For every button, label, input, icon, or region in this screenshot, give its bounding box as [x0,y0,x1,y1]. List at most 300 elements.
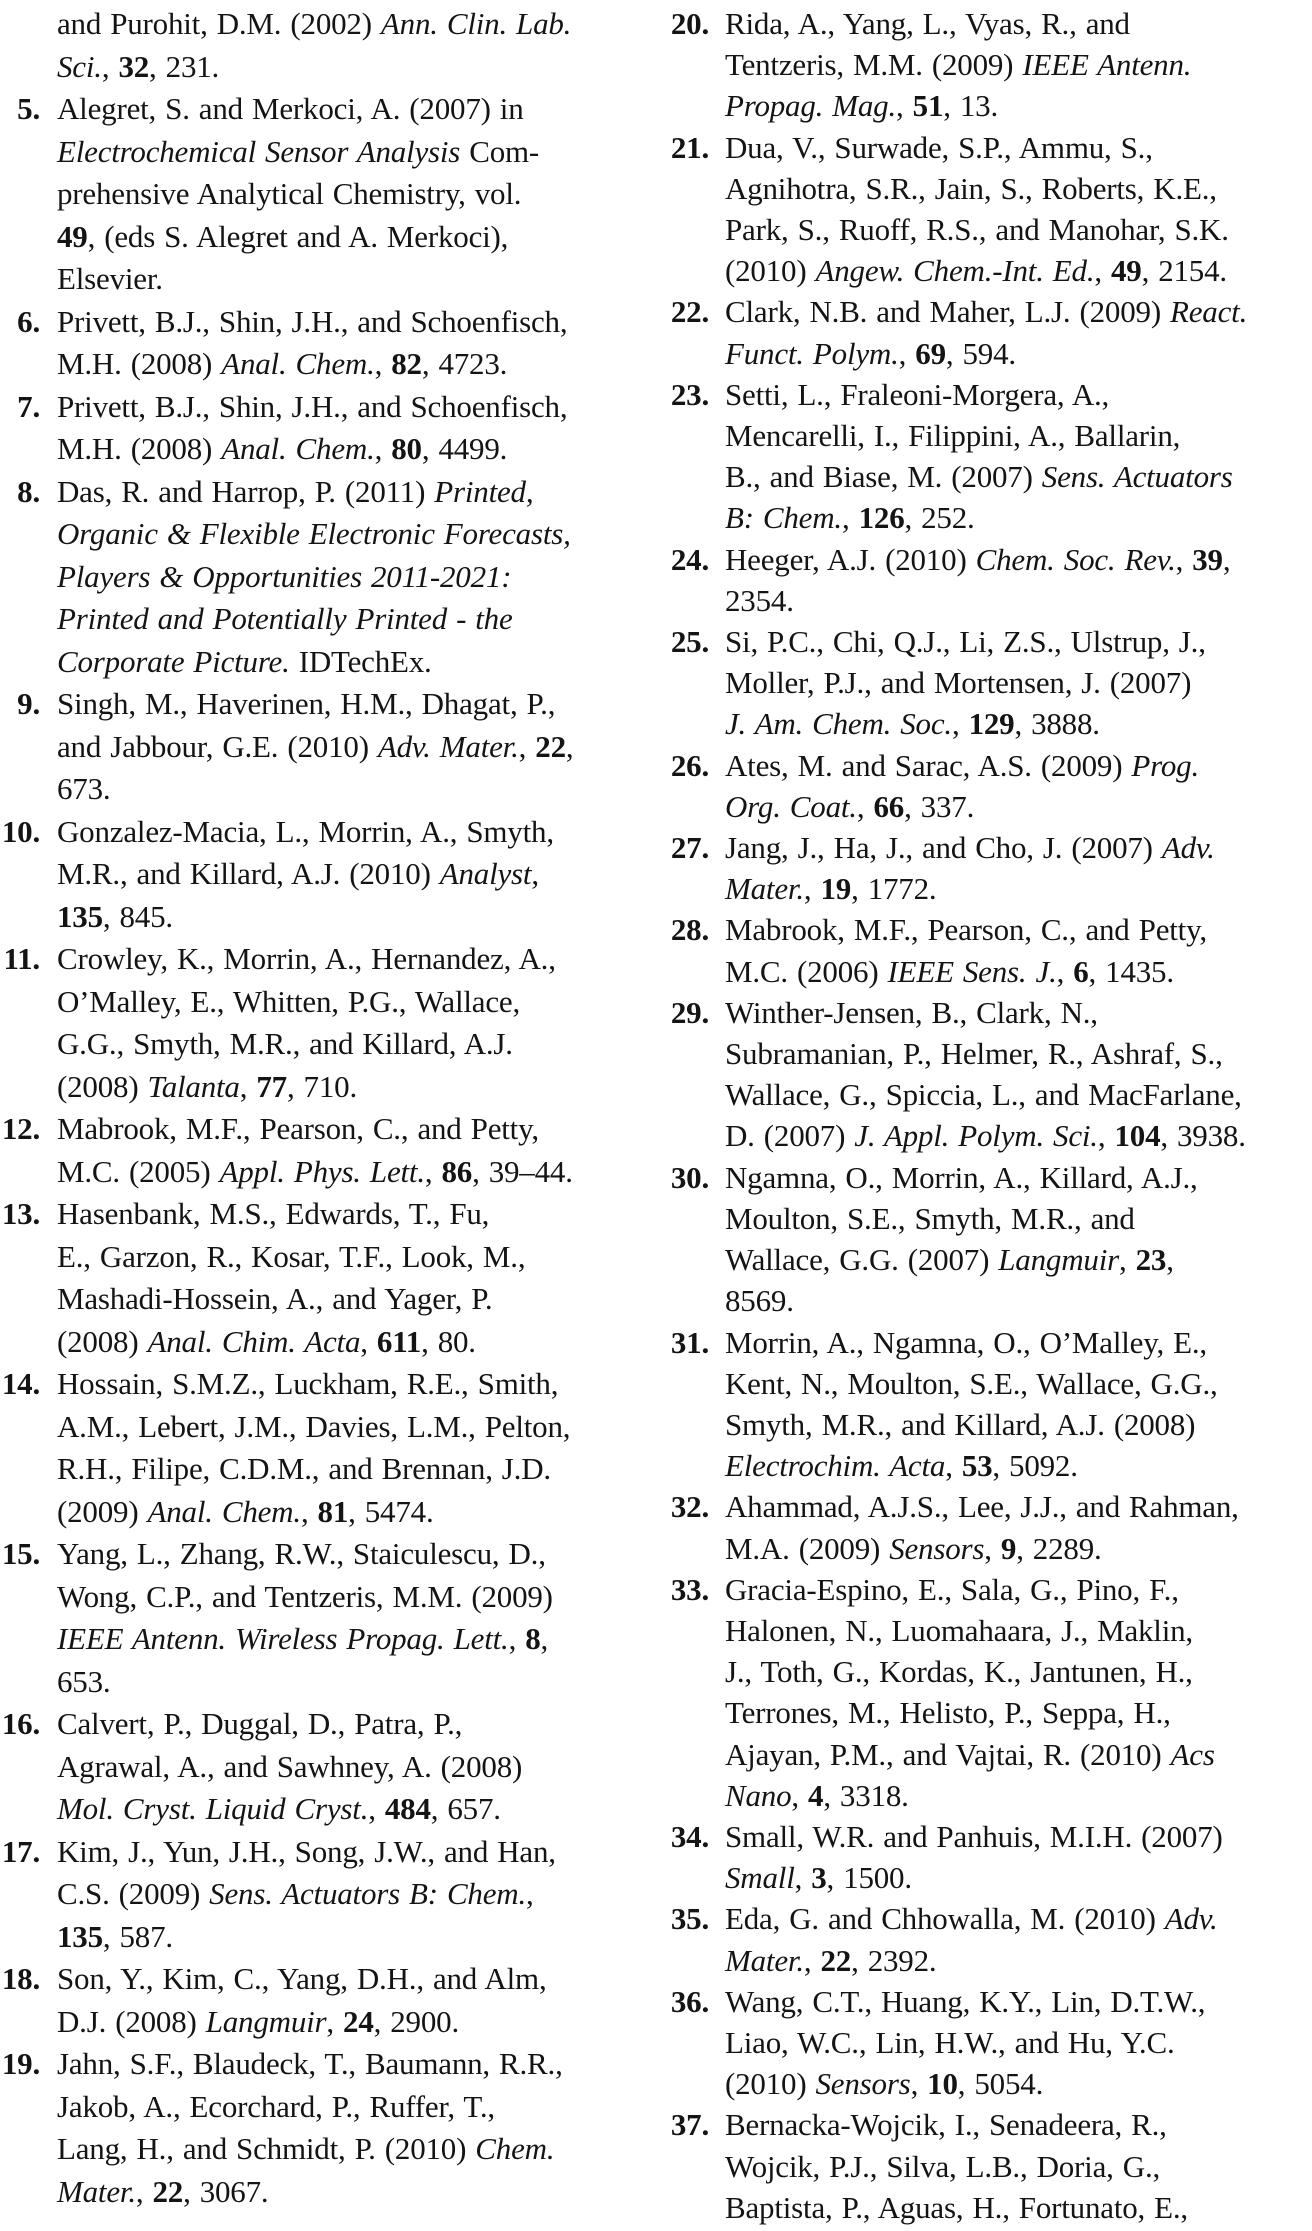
reference-text-segment: Talanta [147,1068,240,1104]
reference-text-segment: 80 [391,431,422,466]
reference-body [709,909,1312,991]
reference-body [709,3,1312,127]
reference-text-segment: Morrin, A., Ngamna, O., O’Malley, E., [725,1324,1207,1360]
reference-text-segment: , [508,1621,526,1656]
reference-line [57,938,642,981]
reference-text-segment: Mencarelli, I., Filippini, A., Ballarin, [725,418,1181,454]
reference-text-segment: 66 [873,788,905,824]
reference-line [57,1661,642,1704]
reference-text-segment: Prog. [1131,747,1200,783]
reference-line [57,1831,642,1874]
reference-text-segment: Ajayan, P.M., and Vajtai, R. (2010) [725,1736,1171,1772]
reference-line [725,44,1312,85]
reference-line [725,291,1312,332]
reference-item [663,539,1312,621]
reference-text-segment: Tentzeris, M.M. (2009) [725,47,1023,83]
reference-number: 24. [670,541,709,577]
reference-item [0,386,642,471]
reference-line [57,683,642,726]
reference-text-segment: 4 [808,1777,824,1813]
reference-text-segment: 135 [57,1918,103,1954]
reference-text-segment: M.R., and Killard, A.J. (2010) [57,856,440,891]
reference-line [57,1448,642,1491]
reference-text-segment: Angew. Chem.-Int. Ed. [815,253,1095,289]
reference-line [725,1981,1312,2022]
reference-text-segment: , [951,706,969,742]
reference-line [57,1193,642,1236]
reference-text-segment: Winther-Jensen, B., Clark, N., [725,994,1098,1030]
reference-text-segment: , 2289. [1016,1530,1102,1566]
reference-line [57,2171,642,2214]
reference-text-segment: , 1500. [826,1860,912,1896]
reference-text-segment: , 3318. [823,1777,909,1813]
reference-text-segment: Yang, L., Zhang, R.W., Staiculescu, D., [57,1536,546,1571]
reference-text-segment: Anal. Chem. [147,1493,301,1529]
reference-line [57,1576,642,1619]
reference-line [57,556,642,599]
reference-item [663,827,1312,909]
reference-text-segment: , [518,728,536,764]
reference-line [725,374,1312,415]
reference-line [725,1363,1312,1404]
reference-line [57,1618,642,1661]
reference-text-segment: , 337. [904,788,975,824]
reference-text-segment: , [1222,541,1231,577]
reference-text-segment: 82 [391,346,422,381]
reference-text-segment: D. (2007) [725,1118,855,1154]
reference-number: 26. [670,747,709,783]
reference-text-segment: Elsevier. [57,261,163,296]
reference-item [0,2043,642,2213]
reference-text-segment: M.C. (2005) [57,1153,220,1189]
reference-line [725,168,1312,209]
reference-text-segment: 39 [1192,541,1223,577]
reference-text-segment: Wong, C.P., and Tentzeris, M.M. (2009) [57,1578,553,1614]
reference-line [57,1703,642,1746]
reference-text-segment: , [1094,253,1111,289]
reference-number: 32. [670,1489,709,1525]
reference-line [725,992,1312,1033]
reference-text-segment: (2008) [57,1068,148,1104]
reference-text-segment: 49 [57,218,88,254]
reference-text-segment: 104 [1114,1118,1161,1154]
reference-text-segment: Jang, J., Ha, J., and Cho, J. (2007) [725,830,1162,866]
reference-line [57,1108,642,1151]
reference-body [40,811,642,939]
reference-item [0,1703,642,1831]
reference-text-segment: 81 [317,1493,349,1529]
reference-text-segment: 3 [811,1860,827,1896]
reference-line [725,3,1312,44]
reference-line [725,2146,1312,2187]
reference-line [57,2128,642,2171]
reference-item [0,471,642,684]
reference-line [725,703,1312,744]
reference-text-segment: M.H. (2008) [57,431,222,466]
reference-number: 10. [1,813,40,849]
reference-text-segment: , [374,431,392,466]
reference-number: 14. [1,1366,40,1401]
reference-text-segment: , 39–44. [472,1153,573,1189]
reference-body [709,127,1312,292]
reference-text-segment: Setti, L., Fraleoni-Morgera, A., [725,376,1110,412]
reference-line [57,131,642,174]
reference-number: 18. [1,1961,40,1996]
reference-number [0,3,40,88]
reference-text-segment: 10 [927,2066,958,2102]
reference-text-segment: , [794,1860,812,1896]
reference-text-segment: 6 [1073,953,1089,989]
reference-line [725,1322,1312,1363]
reference-line [725,1157,1312,1198]
reference-line [57,88,642,131]
reference-item [0,1831,642,1959]
reference-text-segment: and Jabbour, G.E. (2010) [57,728,378,764]
reference-line [725,1404,1312,1445]
reference-line [57,1151,642,1194]
reference-text-segment: Terrones, M., Helisto, P., Seppa, H., [725,1695,1171,1731]
reference-item [663,2104,1312,2228]
reference-item [0,1363,642,1533]
reference-text-segment: Ann. Clin. Lab. [380,6,572,41]
reference-text-segment: , [360,1323,377,1359]
reference-line [57,1066,642,1109]
reference-text-segment: IEEE Antenn. [1022,47,1192,83]
reference-item [663,1486,1312,1568]
reference-body [40,683,642,811]
reference-text-segment: , [1118,1242,1136,1278]
reference-text-segment: , [540,1621,549,1656]
reference-line [57,1406,642,1449]
reference-text-segment: Agrawal, A., and Sawhney, A. (2008) [57,1748,523,1784]
reference-text-segment: 32 [118,48,150,84]
reference-number: 11. [3,941,40,976]
reference-number: 9. [17,686,40,721]
references-column-left [0,3,642,2228]
reference-item [663,1816,1312,1898]
reference-text-segment: Mater. [57,2173,136,2209]
reference-text-segment: 673. [57,771,111,806]
reference-text-segment: Small, W.R. and Panhuis, M.I.H. (2007) [725,1818,1223,1854]
reference-text-segment: Calvert, P., Duggal, D., Patra, P., [57,1706,463,1741]
reference-text-segment: Mater. [725,871,804,907]
reference-number: 23. [670,376,709,412]
reference-text-segment: , 3938. [1160,1118,1246,1154]
reference-text-segment: Jahn, S.F., Blaudeck, T., Baumann, R.R., [57,2046,563,2081]
reference-text-segment: O’Malley, E., Whitten, P.G., Wallace, [57,983,521,1019]
reference-line [725,85,1312,126]
reference-text-segment: Alegret, S. and Merkoci, A. (2007) in [57,91,524,126]
reference-text-segment: Mabrook, M.F., Pearson, C., and Petty, [725,912,1207,948]
reference-text-segment: Electrochim. Acta [725,1448,946,1484]
reference-item [0,683,642,811]
reference-item [663,3,1312,127]
reference-text-segment: , (eds S. Alegret and A. Merkoci), [87,218,509,254]
reference-line [725,127,1312,168]
reference-text-segment: Wallace, G.G. (2007) [725,1242,999,1278]
reference-text-segment: Clark, N.B. and Maher, L.J. (2009) [725,294,1171,330]
reference-text-segment: React. [1170,294,1248,330]
reference-line [725,2187,1312,2228]
reference-line [57,343,642,386]
reference-number: 8. [17,473,40,509]
reference-text-segment: Crowley, K., Morrin, A., Hernandez, A., [57,941,556,976]
reference-text-segment: Sens. Actuators [1041,459,1233,495]
reference-number: 6. [17,303,40,339]
reference-line [57,46,642,89]
reference-line [57,641,642,684]
reference-body [40,88,642,301]
reference-text-segment: 49 [1111,253,1142,289]
reference-line [725,415,1312,456]
reference-text-segment: , 2392. [851,1942,937,1978]
reference-line [725,250,1312,291]
reference-text-segment: , 5474. [348,1493,434,1529]
reference-line [57,2043,642,2086]
reference-text-segment: Gonzalez-Macia, L., Morrin, A., Smyth, [57,813,554,849]
reference-text-segment: Hasenbank, M.S., Edwards, T., Fu, [57,1196,490,1231]
reference-line [57,811,642,854]
reference-line [57,853,642,896]
reference-text-segment: , 4723. [421,346,508,381]
reference-line [725,1940,1312,1981]
reference-body [40,1108,642,1193]
reference-text-segment: , [791,1777,808,1813]
reference-text-segment: 135 [57,898,103,934]
reference-text-segment: Liao, W.C., Lin, H.W., and Hu, Y.C. [725,2024,1175,2060]
reference-text-segment: 51 [912,88,944,124]
reference-text-segment: Appl. Phys. Lett. [219,1153,425,1189]
reference-text-segment: Bernacka-Wojcik, I., Senadeera, R., [725,2107,1167,2143]
reference-text-segment: , 657. [430,1791,501,1826]
reference-text-segment: J. Am. Chem. Soc. [725,706,952,742]
reference-number: 25. [670,624,709,660]
reference-text-segment: , [1175,541,1193,577]
reference-line [57,471,642,514]
reference-line [57,513,642,556]
reference-line [725,1898,1312,1939]
reference-text-segment: Printed and Potentially Printed - the [57,601,513,636]
reference-text-segment: , [135,2173,153,2209]
reference-line [57,386,642,429]
reference-text-segment: Park, S., Ruoff, R.S., and Manohar, S.K. [725,212,1229,248]
reference-text-segment: (2010) [725,2066,816,2102]
reference-line [57,726,642,769]
reference-text-segment: , [984,1530,1001,1566]
reference-line [725,1610,1312,1651]
reference-body [709,1981,1312,2105]
reference-line [725,333,1312,374]
reference-number: 36. [670,1983,709,2019]
reference-text-segment: C.S. (2009) [57,1876,210,1911]
reference-text-segment: , 231. [149,48,220,84]
reference-text-segment: M.C. (2006) [725,953,888,989]
reference-text-segment: prehensive Analytical Chemistry, vol. [57,176,522,211]
reference-body [40,938,642,1108]
reference-body [40,1958,642,2043]
reference-text-segment: , 1772. [851,871,937,907]
reference-text-segment: 9 [1000,1530,1017,1566]
reference-body [40,386,642,471]
reference-text-segment: Mabrook, M.F., Pearson, C., and Petty, [57,1111,539,1146]
reference-number: 7. [17,388,40,424]
reference-text-segment: Jakob, A., Ecorchard, P., Ruffer, T., [57,2088,495,2124]
reference-text-segment: Anal. Chim. Acta [147,1323,361,1359]
reference-text-segment: , 2900. [373,2003,459,2039]
reference-text-segment: Gracia-Espino, E., Sala, G., Pino, F., [725,1571,1179,1607]
reference-text-segment: Corporate Picture. [57,643,290,679]
reference-text-segment: Propag. Mag. [725,88,897,124]
reference-text-segment: , [526,1876,534,1911]
reference-body [709,992,1312,1157]
reference-text-segment: , [1166,1242,1174,1278]
reference-text-segment: , 3067. [183,2173,269,2209]
reference-line [725,1734,1312,1775]
reference-item [663,992,1312,1157]
reference-text-segment: 77 [256,1068,287,1104]
reference-line [57,598,642,641]
reference-text-segment: (2010) [725,253,816,289]
reference-line [57,768,642,811]
reference-text-segment: , 4499. [421,431,508,466]
reference-number: 28. [670,912,709,948]
reference-item [663,1322,1312,1487]
reference-line [57,3,642,46]
reference-number: 22. [670,294,709,330]
reference-line [725,621,1312,662]
reference-number: 13. [1,1196,40,1231]
reference-text-segment: Lang, H., and Schmidt, P. (2010) [57,2131,476,2166]
reference-body [709,1322,1312,1487]
reference-text-segment: R.H., Filipe, C.D.M., and Brennan, J.D. [57,1451,551,1486]
reference-line [725,1115,1312,1156]
reference-number: 34. [670,1818,709,1854]
reference-text-segment: Mashadi-Hossein, A., and Yager, P. [57,1281,493,1316]
reference-line [725,1033,1312,1074]
reference-text-segment: 611 [376,1323,422,1359]
reference-item [663,1569,1312,1816]
reference-text-segment: , [300,1493,318,1529]
reference-number: 5. [17,91,40,126]
reference-line [725,786,1312,827]
reference-text-segment: 8 [525,1621,541,1656]
reference-text-segment: 22 [535,728,566,764]
reference-text-segment: , 3888. [1014,706,1100,742]
reference-line [57,896,642,939]
reference-text-segment: , [803,871,821,907]
reference-line [725,662,1312,703]
reference-text-segment: , [368,1791,385,1826]
reference-body [709,745,1312,827]
reference-text-segment: Ates, M. and Sarac, A.S. (2009) [725,747,1132,783]
reference-text-segment: , [898,335,916,371]
reference-item [0,938,642,1108]
reference-text-segment: Langmuir [205,2003,327,2039]
reference-text-segment: , [531,856,539,891]
reference-text-segment: Com- [460,133,540,169]
reference-number: 17. [1,1833,40,1869]
reference-line [57,2086,642,2129]
reference-line [725,1074,1312,1115]
reference-text-segment: 22 [820,1942,852,1978]
reference-line [725,2022,1312,2063]
reference-text-segment: Rida, A., Yang, L., Vyas, R., and [725,6,1130,41]
reference-line [57,173,642,216]
reference-body [40,3,642,88]
reference-item [0,811,642,939]
reference-text-segment: , [326,2003,344,2039]
reference-line [725,1445,1312,1486]
reference-item [663,374,1312,539]
reference-body [40,301,642,386]
reference-text-segment: Electrochemical Sensor Analysis [57,133,461,169]
reference-text-segment: Players & Opportunities 2011-2021: [57,558,512,594]
reference-text-segment: , 845. [102,898,173,934]
reference-text-segment: Halonen, N., Luomahaara, J., Maklin, [725,1612,1193,1648]
reference-body [709,1816,1312,1898]
reference-text-segment: B., and Biase, M. (2007) [725,459,1042,495]
reference-text-segment: Eda, G. and Chhowalla, M. (2010) [725,1901,1165,1937]
reference-text-segment: Printed, [434,473,534,509]
reference-item [663,1981,1312,2105]
reference-text-segment: , [374,346,392,381]
reference-number: 30. [670,1159,709,1195]
reference-number: 19. [1,2046,40,2081]
reference-text-segment: Kent, N., Moulton, S.E., Wallace, G.G., [725,1365,1218,1401]
reference-line [725,1569,1312,1610]
reference-text-segment: , 587. [102,1918,173,1954]
reference-line [725,951,1312,992]
reference-number: 16. [1,1706,40,1741]
reference-item [0,301,642,386]
reference-line [725,2104,1312,2145]
reference-text-segment: and Purohit, D.M. (2002) [57,6,381,41]
reference-number: 31. [670,1324,709,1360]
reference-line [57,301,642,344]
reference-text-segment: , 252. [904,500,975,536]
reference-body [709,539,1312,621]
reference-line [57,1363,642,1406]
reference-text-segment: Adv. [1164,1901,1218,1937]
reference-text-segment: Das, R. and Harrop, P. (2011) [57,473,435,509]
reference-line [57,1746,642,1789]
reference-text-segment: 22 [152,2173,184,2209]
reference-line [725,1651,1312,1692]
reference-line [725,1857,1312,1898]
reference-text-segment: M.A. (2009) [725,1530,890,1566]
reference-text-segment: 23 [1135,1242,1167,1278]
reference-body [709,291,1312,373]
reference-text-segment: Moller, P.J., and Mortensen, J. (2007) [725,665,1192,701]
reference-number: 15. [1,1536,40,1571]
reference-text-segment: Dua, V., Surwade, S.P., Ammu, S., [725,129,1153,165]
reference-line [57,1236,642,1279]
reference-text-segment: 24 [343,2003,374,2039]
reference-text-segment: IEEE Antenn. Wireless Propag. Lett. [57,1621,509,1656]
reference-number: 35. [670,1901,709,1937]
reference-text-segment: , [945,1448,962,1484]
reference-item [663,1157,1312,1322]
reference-text-segment: 129 [968,706,1015,742]
reference-text-segment: A.M., Lebert, J.M., Davies, L.M., Pelton, [57,1408,571,1444]
reference-line [57,258,642,301]
reference-body [709,827,1312,909]
reference-text-segment: Agnihotra, S.R., Jain, S., Roberts, K.E., [725,170,1217,206]
reference-text-segment: , [565,728,574,764]
reference-line [57,1916,642,1959]
reference-body [40,1533,642,1703]
reference-text-segment: J. Appl. Polym. Sci. [854,1118,1098,1154]
